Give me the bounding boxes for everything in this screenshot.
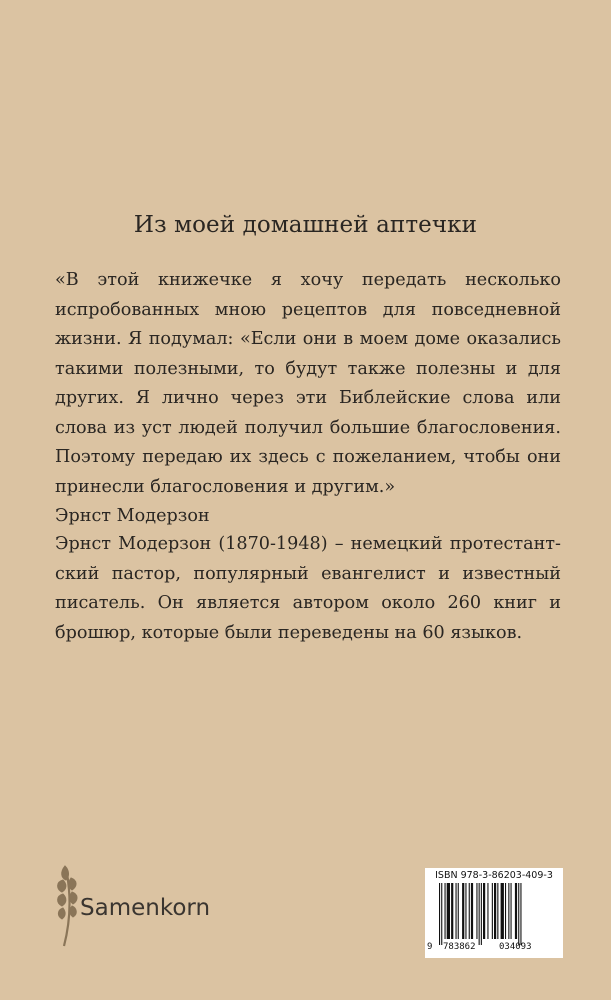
barcode-bar — [511, 883, 512, 939]
quote-line: «В этой книжечке я хочу передать несколько — [55, 270, 561, 290]
quote-line: принесли благословения и другим.» — [55, 476, 396, 497]
barcode-bar — [456, 883, 457, 939]
isbn-label: ISBN 978-3-86203-409-3 — [435, 870, 553, 881]
barcode-bar — [481, 883, 482, 945]
barcode-bar — [465, 883, 466, 939]
bio-line: ский пастор, популярный евангелист и известный — [55, 563, 561, 584]
wheat-icon — [58, 866, 77, 946]
publisher-name: Samenkorn — [80, 895, 211, 921]
bio-line: Эрнст Модерзон (1870-1948) – немецкий протестант- — [55, 534, 561, 554]
bio-line: брошюр, которые были переведены на 60 языков. — [55, 622, 523, 643]
barcode-bar — [447, 883, 450, 939]
barcode-bar — [469, 883, 470, 939]
quote-line: других. Я лично через эти Библейские слова или — [55, 388, 561, 408]
quote-line: испробованных мною рецептов для повседневной — [55, 299, 561, 320]
author-bio — [55, 530, 561, 648]
quote-block — [55, 266, 561, 532]
quote-author: Эрнст Модерзон — [55, 506, 210, 526]
quote-line: слова из уст людей получил большие благословения. — [55, 417, 561, 438]
barcode-bar — [518, 883, 519, 945]
barcode-bar — [497, 883, 498, 939]
barcode-bar — [515, 883, 517, 939]
barcode-bar — [487, 883, 488, 939]
barcode-bar — [441, 883, 442, 945]
barcode-bar — [462, 883, 464, 939]
barcode-bars — [429, 883, 559, 945]
barcode-bar — [520, 883, 521, 945]
quote-line: Поэтому передаю их здесь с пожеланием, чтобы они — [55, 447, 561, 467]
quote-line: жизни. Я подумал: «Если они в моем доме оказались — [55, 329, 561, 349]
isbn-barcode — [425, 868, 563, 958]
barcode-bar — [508, 883, 509, 939]
barcode-bar — [439, 883, 440, 945]
barcode-bar — [451, 883, 453, 939]
barcode-bar — [458, 883, 459, 939]
barcode-right-digits: 034093 — [499, 942, 532, 952]
barcode-bar — [445, 883, 446, 939]
barcode-bar — [476, 883, 477, 939]
barcode-bar — [483, 883, 485, 939]
barcode-first-digit: 9 — [427, 942, 433, 952]
book-title: Из моей домашней аптечки — [133, 212, 478, 238]
bio-line: писатель. Он является автором около 260 книг и — [55, 593, 561, 613]
barcode-bar — [505, 883, 506, 939]
barcode-bar — [494, 883, 496, 939]
barcode-bar — [501, 883, 504, 939]
quote-line: такими полезными, то будут также полезны и для — [55, 358, 561, 379]
barcode-bar — [479, 883, 480, 945]
barcode-left-digits: 783862 — [443, 942, 476, 952]
barcode-bar — [492, 883, 493, 939]
barcode-bar — [471, 883, 473, 939]
